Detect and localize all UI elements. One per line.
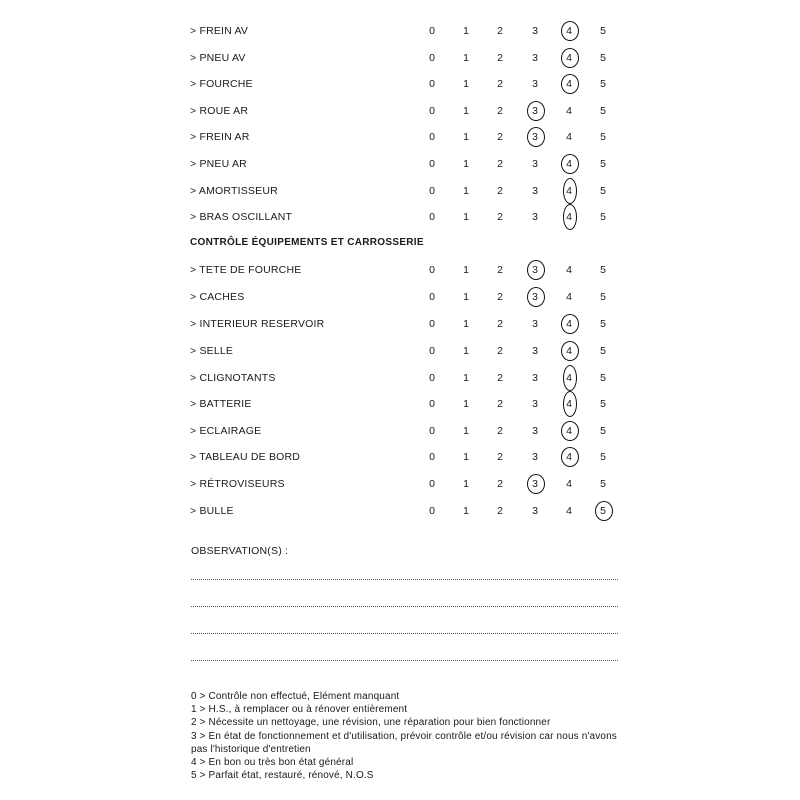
score-option: 3: [532, 185, 538, 197]
score-option: 5: [600, 185, 606, 197]
row-label: > TETE DE FOURCHE: [190, 264, 302, 276]
legend-item-0: 0 > Contrôle non effectué, Elément manquant: [191, 691, 400, 702]
score-option: 0: [429, 131, 435, 143]
score-option: 5: [600, 372, 606, 384]
score-option: 0: [429, 52, 435, 64]
score-option: 5: [600, 318, 606, 330]
score-option: 1: [463, 318, 469, 330]
score-option: 2: [497, 425, 503, 437]
score-option: 5: [600, 478, 606, 490]
selected-score-circle: [561, 314, 579, 334]
score-option: 5: [600, 25, 606, 37]
selected-score-circle: [595, 501, 613, 521]
selected-score-circle: [563, 204, 577, 230]
score-option: 5: [600, 158, 606, 170]
score-option: 1: [463, 398, 469, 410]
score-option: 3: [532, 318, 538, 330]
score-option: 1: [463, 505, 469, 517]
score-option: 1: [463, 291, 469, 303]
score-option: 1: [463, 52, 469, 64]
selected-score-circle: [561, 421, 579, 441]
score-option: 2: [497, 398, 503, 410]
score-option: 3: [532, 78, 538, 90]
selected-score-circle: [561, 341, 579, 361]
score-option: 5: [600, 398, 606, 410]
score-option: 0: [429, 78, 435, 90]
section-title: CONTRÔLE ÉQUIPEMENTS ET CARROSSERIE: [190, 237, 424, 248]
score-option: 3: [532, 131, 538, 143]
score-option: 4: [566, 505, 572, 517]
legend-item-2: 2 > Nécessite un nettoyage, une révision, une réparation pour bien fonctionner: [191, 717, 551, 729]
score-option: 1: [463, 345, 469, 357]
score-option: 5: [600, 291, 606, 303]
score-option: 1: [463, 451, 469, 463]
legend: [191, 690, 621, 782]
score-option: 4: [566, 185, 572, 197]
legend-item-4: 4 > En bon ou très bon état général: [191, 757, 354, 769]
row-label: > ECLAIRAGE: [190, 425, 262, 437]
selected-score-circle: [563, 365, 577, 391]
score-option: 0: [429, 185, 435, 197]
score-option: 0: [429, 478, 435, 490]
score-option: 4: [566, 425, 572, 437]
legend-item-1: 1 > H.S., à remplacer ou à rénover entièrement: [191, 704, 408, 716]
score-option: 2: [497, 131, 503, 143]
score-option: 4: [566, 105, 572, 117]
score-option: 2: [497, 451, 503, 463]
score-option: 2: [497, 478, 503, 490]
score-option: 2: [497, 318, 503, 330]
score-option: 4: [566, 318, 572, 330]
score-option: 1: [463, 185, 469, 197]
selected-score-circle: [527, 127, 545, 147]
score-option: 4: [566, 478, 572, 490]
selected-score-circle: [561, 447, 579, 467]
row-label: > SELLE: [190, 345, 234, 357]
score-option: 4: [566, 78, 572, 90]
score-option: 5: [600, 425, 606, 437]
selected-score-circle: [561, 48, 579, 68]
score-option: 5: [600, 345, 606, 357]
row-label: > CACHES: [190, 291, 245, 303]
observations-title: OBSERVATION(S) :: [191, 545, 289, 557]
score-option: 3: [532, 158, 538, 170]
score-option: 3: [532, 52, 538, 64]
score-option: 4: [566, 398, 572, 410]
selected-score-circle: [561, 21, 579, 41]
score-option: 1: [463, 105, 469, 117]
score-option: 3: [532, 211, 538, 223]
score-option: 1: [463, 264, 469, 276]
score-option: 3: [532, 105, 538, 117]
row-label: > INTERIEUR RESERVOIR: [190, 318, 325, 330]
score-option: 2: [497, 185, 503, 197]
score-option: 0: [429, 25, 435, 37]
observation-line: [191, 606, 618, 607]
score-option: 2: [497, 372, 503, 384]
score-option: 3: [532, 478, 538, 490]
score-option: 3: [532, 291, 538, 303]
score-option: 4: [566, 131, 572, 143]
legend-item-5: 5 > Parfait état, restauré, rénové, N.O.S: [191, 770, 374, 782]
score-option: 4: [566, 345, 572, 357]
score-option: 4: [566, 451, 572, 463]
score-option: 3: [532, 425, 538, 437]
score-option: 0: [429, 264, 435, 276]
score-option: 1: [463, 211, 469, 223]
row-label: > PNEU AV: [190, 52, 246, 64]
row-label: > PNEU AR: [190, 158, 247, 170]
selected-score-circle: [563, 391, 577, 417]
score-option: 5: [600, 451, 606, 463]
score-option: 1: [463, 25, 469, 37]
score-option: 5: [600, 105, 606, 117]
score-option: 2: [497, 78, 503, 90]
score-option: 2: [497, 211, 503, 223]
row-label: > RÉTROVISEURS: [190, 478, 285, 490]
score-option: 1: [463, 78, 469, 90]
selected-score-circle: [527, 474, 545, 494]
row-label: > FOURCHE: [190, 78, 253, 90]
row-label: > BATTERIE: [190, 398, 252, 410]
score-option: 3: [532, 372, 538, 384]
score-option: 0: [429, 211, 435, 223]
score-option: 3: [532, 451, 538, 463]
score-option: 1: [463, 158, 469, 170]
score-option: 2: [497, 25, 503, 37]
score-option: 4: [566, 264, 572, 276]
score-option: 4: [566, 372, 572, 384]
score-option: 4: [566, 25, 572, 37]
score-option: 2: [497, 158, 503, 170]
score-option: 4: [566, 211, 572, 223]
row-label: > AMORTISSEUR: [190, 185, 278, 197]
score-option: 2: [497, 291, 503, 303]
row-label: > FREIN AV: [190, 25, 249, 37]
score-option: 1: [463, 478, 469, 490]
selected-score-circle: [527, 101, 545, 121]
score-option: 3: [532, 505, 538, 517]
score-option: 4: [566, 52, 572, 64]
score-option: 0: [429, 505, 435, 517]
score-option: 0: [429, 398, 435, 410]
score-option: 2: [497, 105, 503, 117]
row-label: > BRAS OSCILLANT: [190, 211, 293, 223]
score-option: 1: [463, 425, 469, 437]
row-label: > CLIGNOTANTS: [190, 372, 276, 384]
row-label: > TABLEAU DE BORD: [190, 451, 301, 463]
row-label: > FREIN AR: [190, 131, 250, 143]
score-option: 3: [532, 264, 538, 276]
score-option: 5: [600, 505, 606, 517]
score-option: 3: [532, 25, 538, 37]
observation-line: [191, 660, 618, 661]
score-option: 3: [532, 398, 538, 410]
score-option: 1: [463, 372, 469, 384]
score-option: 2: [497, 264, 503, 276]
row-label: > ROUE AR: [190, 105, 249, 117]
score-option: 5: [600, 264, 606, 276]
score-option: 0: [429, 158, 435, 170]
score-option: 5: [600, 78, 606, 90]
score-option: 5: [600, 211, 606, 223]
selected-score-circle: [563, 178, 577, 204]
score-option: 0: [429, 291, 435, 303]
selected-score-circle: [561, 154, 579, 174]
score-option: 4: [566, 291, 572, 303]
score-option: 2: [497, 52, 503, 64]
selected-score-circle: [527, 260, 545, 280]
row-label: > BULLE: [190, 505, 234, 517]
selected-score-circle: [561, 74, 579, 94]
score-option: 2: [497, 505, 503, 517]
score-option: 0: [429, 105, 435, 117]
score-option: 0: [429, 425, 435, 437]
observation-line: [191, 633, 618, 634]
score-option: 5: [600, 52, 606, 64]
score-option: 0: [429, 345, 435, 357]
score-option: 1: [463, 131, 469, 143]
selected-score-circle: [527, 287, 545, 307]
score-option: 4: [566, 158, 572, 170]
score-option: 5: [600, 131, 606, 143]
observation-line: [191, 579, 618, 580]
score-option: 0: [429, 372, 435, 384]
score-option: 3: [532, 345, 538, 357]
score-option: 2: [497, 345, 503, 357]
score-option: 0: [429, 451, 435, 463]
score-option: 0: [429, 318, 435, 330]
legend-item-3: 3 > En état de fonctionnement et d'utilisation, prévoir contrôle et/ou révision car nous n'avons pas l'historique d'entretien: [191, 730, 617, 755]
